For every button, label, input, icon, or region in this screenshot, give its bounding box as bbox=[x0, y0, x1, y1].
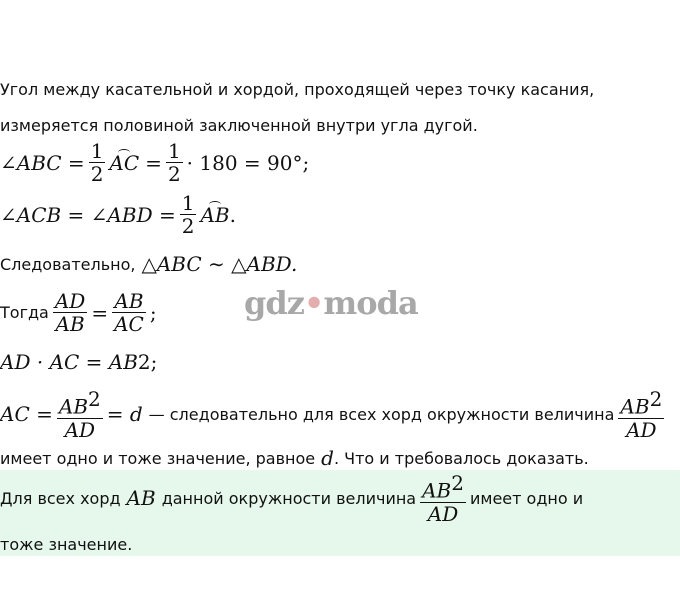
equation-abc: ∠ABC = $\frac{1}{2}$ AC = $\frac{1}{2}$ · 180 = 90°; bbox=[0, 139, 310, 186]
equation-acb: ∠ACB = ∠ABD = $\frac{1}{2}$ AB . bbox=[0, 191, 236, 238]
arc-ab: AB bbox=[200, 202, 230, 227]
answer-line-1: Для всех хорд AB данной окружности величина $\frac{AB^2}{AD}$ имеет одно и bbox=[0, 471, 584, 526]
watermark-logo: gdz•moda bbox=[244, 284, 418, 322]
product-line: AD · AC = AB 2 ; bbox=[0, 350, 158, 374]
answer-line-2: тоже значение. bbox=[0, 535, 133, 554]
proportion-line: Тогда $\frac{AD}{AB}$ = $\frac{AB}{AC}$ ; bbox=[0, 289, 157, 336]
result-line-2: имеет одно и тоже значение, равное d . Что и требовалось доказать. bbox=[0, 446, 589, 470]
similarity-line: Следовательно, △ABC ∼ △ABD. bbox=[0, 252, 298, 276]
intro-line-2: измеряется половиной заключенной внутри угла дугой. bbox=[0, 116, 478, 135]
arc-ac: AC bbox=[109, 150, 140, 175]
result-line: AC = $\frac{AB^2}{AD}$ = d — следовательно для всех хорд окружности величина $\frac{AB^2}{AD}$ bbox=[0, 387, 663, 442]
intro-line-1: Угол между касательной и хордой, проходящей через точку касания, bbox=[0, 80, 595, 99]
